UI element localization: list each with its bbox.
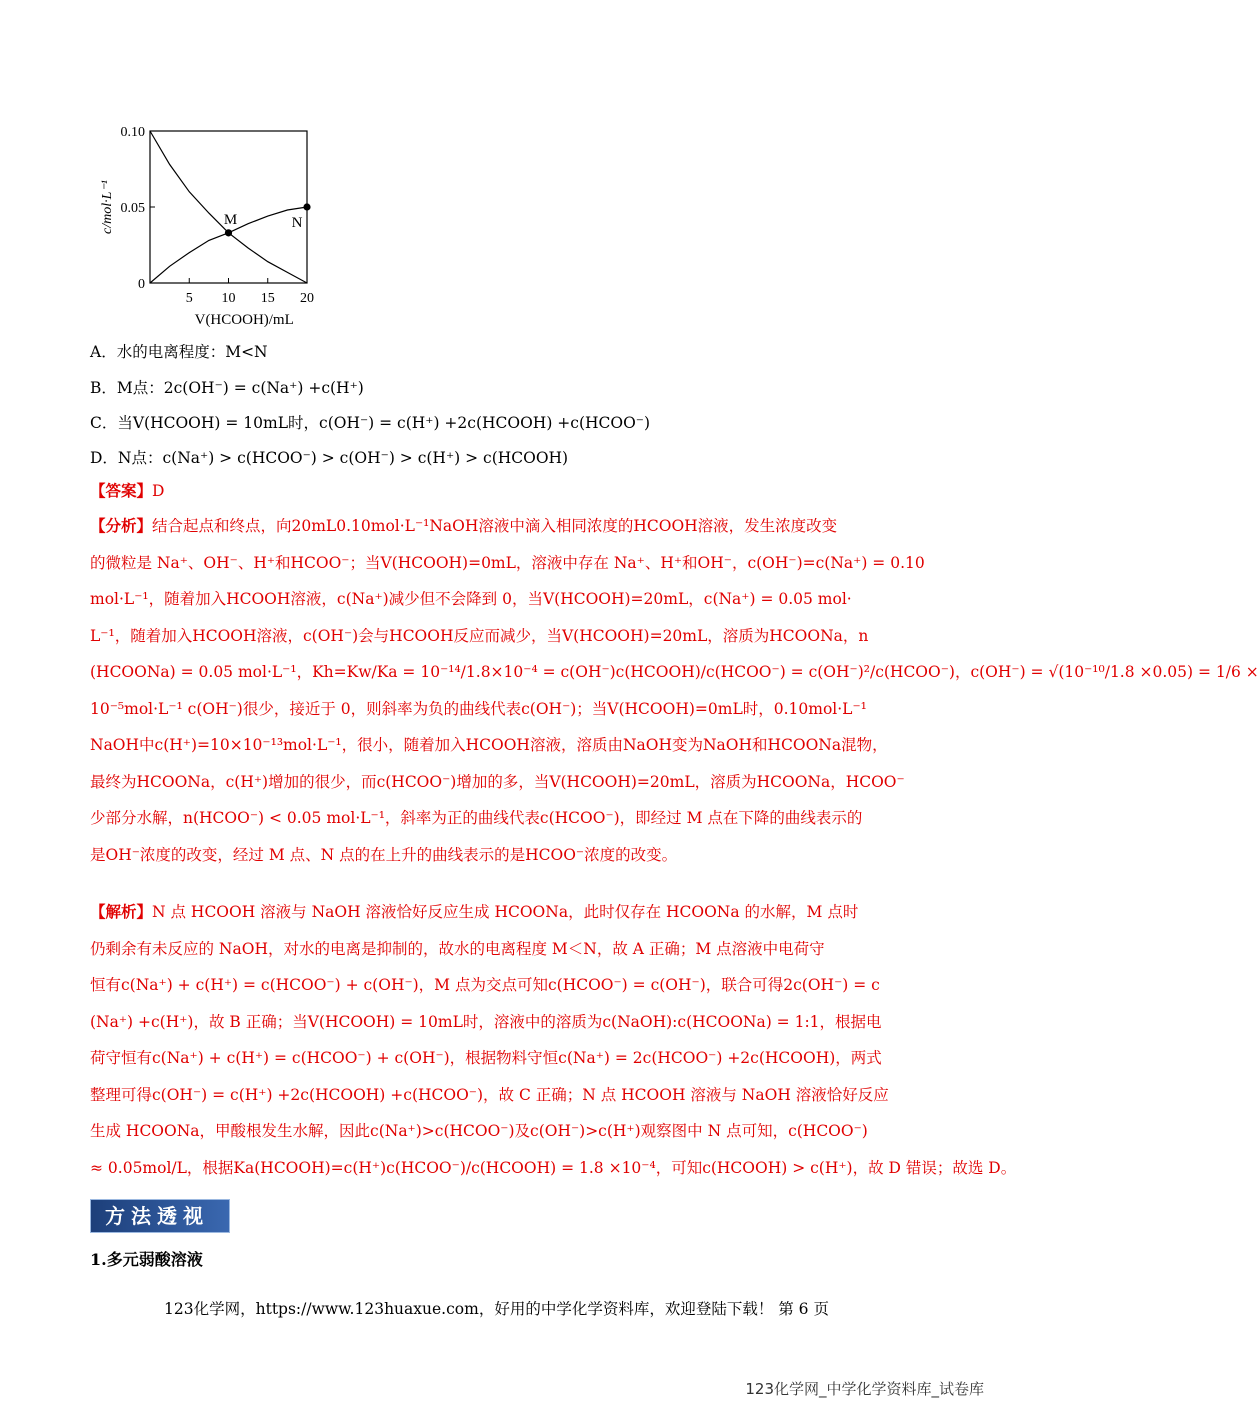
y-axis-label: c/mol·L⁻¹ — [100, 180, 115, 234]
analysis-line: 10⁻⁵mol·L⁻¹ c(OH⁻)很少，接近于 0，则斜率为负的曲线代表c(OH⁻)；当V(HCOOH)=0mL时，0.10mol·L⁻¹ — [90, 699, 867, 718]
analysis-line: NaOH中c(H⁺)=10×10⁻¹³mol·L⁻¹，很小，随着加入HCOOH溶液，溶质由NaOH变为NaOH和HCOONa混物， — [90, 736, 888, 754]
page-footer: 123化学网，https://www.123huaxue.com，好用的中学化学资料库，欢迎登陆下载！ 第 6 页 — [164, 1300, 829, 1318]
explanation-line: 整理可得c(OH⁻) = c(H⁺) +2c(HCOOH) +c(HCOO⁻)，故 C 正确；N 点 HCOOH 溶液与 NaOH 溶液恰好反应 — [90, 1085, 889, 1104]
chart-svg — [95, 115, 335, 330]
watermark: 123化学网_中学化学资料库_试卷库 — [745, 1380, 984, 1398]
explanation-line: 恒有c(Na⁺) + c(H⁺) = c(HCOO⁻) + c(OH⁻)，M 点为交点可知c(HCOO⁻) = c(OH⁻)，联合可得2c(OH⁻) = c — [90, 976, 880, 994]
x-tick-label: 10 — [221, 291, 236, 306]
explanation-paragraph — [90, 894, 1017, 1186]
subheading: 1.多元弱酸溶液 — [90, 1250, 203, 1269]
analysis-tag: 【分析】 — [90, 516, 153, 535]
plot-frame — [150, 131, 307, 283]
explanation-tag: 【解析】 — [90, 902, 153, 921]
analysis-paragraph — [90, 508, 1259, 873]
x-tick-label: 15 — [260, 291, 275, 306]
analysis-line: (HCOONa) = 0.05 mol·L⁻¹，Kh=Kw/Ka = 10⁻¹⁴/1.8×10⁻⁴ = c(OH⁻)c(HCOOH)/c(HCOO⁻) = c(OH⁻)²/c(HCOO⁻)，c(OH⁻) = √(10⁻¹⁰/1.8 ×0.05) = 1/6 × — [90, 663, 1259, 681]
point-label-m: M — [223, 211, 238, 228]
point-m — [225, 229, 232, 236]
x-axis-label: V(HCOOH)/mL — [194, 312, 294, 328]
option-c: C．当V(HCOOH) = 10mL时，c(OH⁻) = c(H⁺) +2c(HCOOH) +c(HCOO⁻) — [90, 414, 651, 432]
explanation-line: 仍剩余有未反应的 NaOH，对水的电离是抑制的，故水的电离程度 M＜N，故 A 正确；M 点溶液中电荷守 — [90, 939, 825, 958]
explanation-line: (Na⁺) +c(H⁺)，故 B 正确；当V(HCOOH) = 10mL时，溶液中的溶质为c(NaOH):c(HCOONa) = 1:1，根据电 — [90, 1012, 882, 1031]
explanation-line: 荷守恒有c(Na⁺) + c(H⁺) = c(HCOO⁻) + c(OH⁻)，根据物料守恒c(Na⁺) = 2c(HCOO⁻) +2c(HCOOH)，两式 — [90, 1049, 882, 1067]
option-d: D．N点：c(Na⁺) > c(HCOO⁻) > c(OH⁻) > c(H⁺) > c(HCOOH) — [90, 449, 569, 467]
answer-tag: 【答案】 — [90, 481, 153, 500]
option-b: B．M点：2c(OH⁻) = c(Na⁺) +c(H⁺) — [90, 379, 364, 397]
x-tick-label: 5 — [185, 291, 193, 306]
explanation-line: 生成 HCOONa，甲酸根发生水解，因此c(Na⁺)>c(HCOO⁻)及c(OH⁻)>c(H⁺)观察图中 N 点可知，c(HCOO⁻) — [90, 1122, 868, 1140]
explanation-line: N 点 HCOOH 溶液与 NaOH 溶液恰好反应生成 HCOONa，此时仅存在 HCOONa 的水解，M 点时 — [152, 903, 859, 921]
answer-text: D — [152, 482, 165, 500]
y-tick-label: 0.05 — [120, 201, 145, 216]
y-tick-label: 0 — [138, 277, 145, 292]
method-banner: 方法透视 — [90, 1199, 230, 1233]
point-n — [303, 203, 310, 210]
option-a: A．水的电离程度：M<N — [90, 343, 268, 361]
decreasing-curve — [150, 131, 307, 283]
analysis-line: 的微粒是 Na⁺、OH⁻、H⁺和HCOO⁻；当V(HCOOH)=0mL，溶液中存在 Na⁺、H⁺和OH⁻，c(OH⁻)=c(Na⁺) = 0.10 — [90, 553, 925, 572]
analysis-line: L⁻¹，随着加入HCOOH溶液，c(OH⁻)会与HCOOH反应而减少，当V(HCOOH)=20mL，溶质为HCOONa，n — [90, 626, 869, 645]
concentration-chart — [95, 115, 335, 330]
analysis-line: 结合起点和终点，向20mL0.10mol·L⁻¹NaOH溶液中滴入相同浓度的HCOOH溶液，发生浓度改变 — [152, 517, 838, 535]
point-label-n: N — [291, 215, 303, 231]
explanation-line: ≈ 0.05mol/L，根据Ka(HCOOH)=c(H⁺)c(HCOO⁻)/c(HCOOH) = 1.8 ×10⁻⁴，可知c(HCOOH) > c(H⁺)，故 D 错误；故选 D。 — [90, 1158, 1017, 1177]
answer — [90, 479, 164, 501]
x-tick-label: 20 — [300, 291, 314, 306]
analysis-line: 最终为HCOONa，c(H⁺)增加的很少，而c(HCOO⁻)增加的多，当V(HCOOH)=20mL，溶质为HCOONa，HCOO⁻ — [90, 772, 905, 791]
y-tick-label: 0.10 — [120, 125, 145, 140]
analysis-line: 少部分水解，n(HCOO⁻) < 0.05 mol·L⁻¹，斜率为正的曲线代表c(HCOO⁻)，即经过 M 点在下降的曲线表示的 — [90, 809, 863, 827]
analysis-line: 是OH⁻浓度的改变，经过 M 点、N 点的在上升的曲线表示的是HCOO⁻浓度的改变。 — [90, 845, 678, 864]
analysis-line: mol·L⁻¹，随着加入HCOOH溶液，c(Na⁺)减少但不会降到 0，当V(HCOOH)=20mL，c(Na⁺) = 0.05 mol· — [90, 590, 852, 608]
